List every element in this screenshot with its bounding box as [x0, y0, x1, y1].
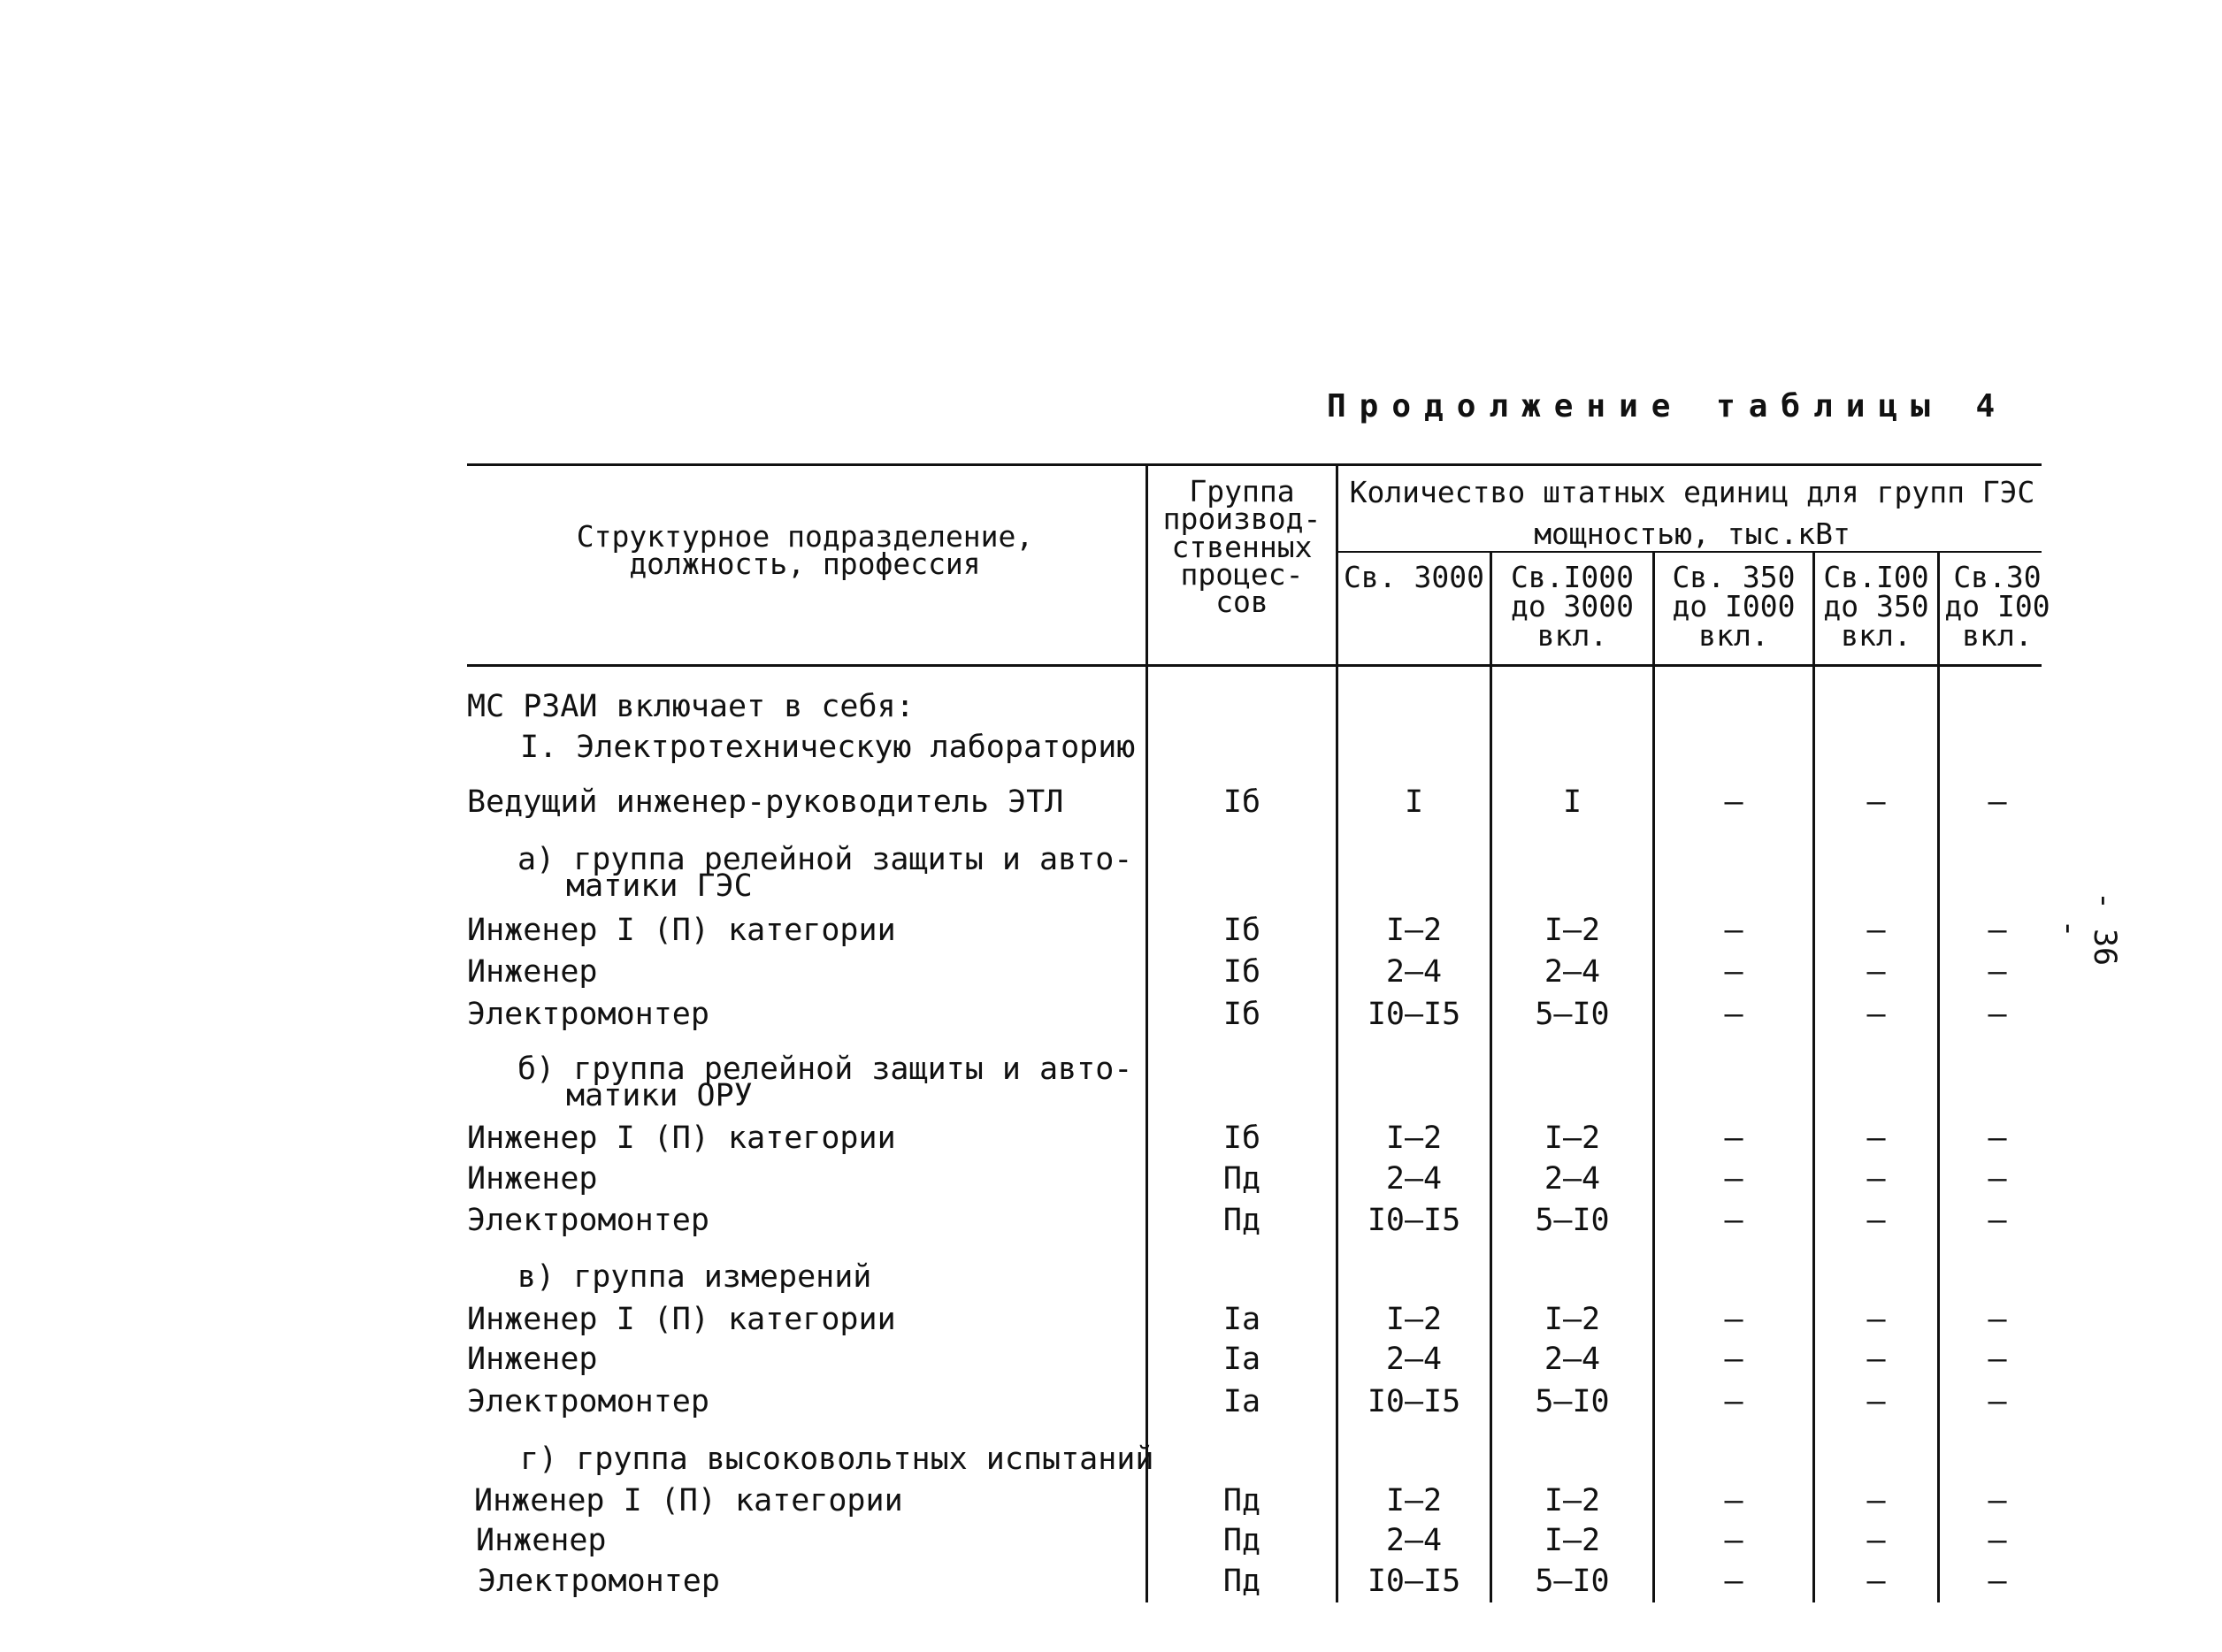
section-heading: а) группа релейной защиты и авто- матики ГЭС — [517, 842, 1133, 904]
position-label: Инженер — [467, 1161, 598, 1197]
value-cell-100-350: – — [1866, 913, 1886, 948]
value-cell-100-350: – — [1866, 1120, 1886, 1156]
group-cell: Iб — [1222, 1120, 1261, 1156]
value-cell-100-350: – — [1866, 997, 1886, 1032]
value-cell-30-100: – — [1988, 1120, 2007, 1156]
group-cell: Iа — [1222, 1302, 1261, 1337]
value-cell-350-1000: – — [1724, 1564, 1743, 1599]
column-rule-3 — [1490, 553, 1492, 1602]
value-cell-100-350: – — [1866, 1203, 1886, 1238]
value-cell-100-350: – — [1866, 1523, 1886, 1558]
value-cell-1000-3000: 2–4 — [1544, 1342, 1601, 1377]
value-cell-1000-3000: I–2 — [1544, 1483, 1601, 1518]
header-sub-1: Св. 3000 — [1344, 560, 1484, 594]
value-cell-350-1000: – — [1724, 784, 1743, 820]
value-cell-100-350: – — [1866, 1161, 1886, 1197]
group-cell: Пд — [1222, 1203, 1261, 1238]
position-label: Инженер I (П) категории — [467, 1302, 896, 1337]
value-cell-350-1000: – — [1724, 1384, 1743, 1419]
value-cell-1000-3000: 2–4 — [1544, 954, 1601, 990]
value-cell-3000: I0–I5 — [1367, 997, 1461, 1032]
section-heading: б) группа релейной защиты и авто- матики ОРУ — [517, 1052, 1133, 1113]
value-cell-30-100: – — [1988, 1161, 2007, 1197]
position-label: Инженер I (П) категории — [467, 1120, 896, 1156]
value-cell-3000: I0–I5 — [1367, 1203, 1461, 1238]
position-label: Инженер — [467, 1342, 598, 1377]
section-heading: I. Электротехническую лабораторию — [520, 730, 1136, 765]
position-label: Электромонтер — [467, 1384, 709, 1419]
header-sub-5: Св.30 до I00 вкл. — [1944, 560, 2050, 653]
value-cell-30-100: – — [1988, 997, 2007, 1032]
header-sub-4: Св.I00 до 350 вкл. — [1823, 560, 1929, 653]
value-cell-100-350: – — [1866, 1342, 1886, 1377]
value-cell-30-100: – — [1988, 1564, 2007, 1599]
section-heading: в) группа измерений — [517, 1259, 872, 1295]
value-cell-3000: 2–4 — [1385, 954, 1443, 990]
value-cell-100-350: – — [1866, 1483, 1886, 1518]
value-cell-100-350: – — [1866, 784, 1886, 820]
value-cell-1000-3000: I–2 — [1544, 913, 1601, 948]
value-cell-30-100: – — [1988, 784, 2007, 820]
value-cell-1000-3000: 5–I0 — [1535, 1384, 1610, 1419]
position-label: Инженер — [476, 1523, 607, 1558]
section-heading: МС РЗАИ включает в себя: — [467, 689, 915, 724]
value-cell-100-350: – — [1866, 954, 1886, 990]
value-cell-3000: 2–4 — [1385, 1161, 1443, 1197]
column-rule-6 — [1937, 553, 1940, 1602]
value-cell-30-100: – — [1988, 913, 2007, 948]
position-label: Электромонтер — [467, 997, 709, 1032]
value-cell-350-1000: – — [1724, 1161, 1743, 1197]
value-cell-350-1000: – — [1724, 1120, 1743, 1156]
position-label: Электромонтер — [478, 1564, 720, 1599]
group-cell: Iб — [1222, 954, 1261, 990]
group-cell: Пд — [1222, 1483, 1261, 1518]
page-number: - 36 - — [2051, 891, 2122, 967]
value-cell-30-100: – — [1988, 1342, 2007, 1377]
position-label: Ведущий инженер-руководитель ЭТЛ — [467, 784, 1064, 820]
table-top-rule — [467, 463, 2042, 466]
column-rule-1 — [1145, 463, 1148, 1602]
group-cell: Iб — [1222, 997, 1261, 1032]
value-cell-100-350: – — [1866, 1384, 1886, 1419]
value-cell-1000-3000: I–2 — [1544, 1120, 1601, 1156]
position-label: Инженер I (П) категории — [467, 913, 896, 948]
value-cell-30-100: – — [1988, 1302, 2007, 1337]
value-cell-30-100: – — [1988, 1523, 2007, 1558]
value-cell-1000-3000: 5–I0 — [1535, 997, 1610, 1032]
value-cell-3000: I–2 — [1385, 1302, 1443, 1337]
value-cell-30-100: – — [1988, 1384, 2007, 1419]
group-cell: Iа — [1222, 1342, 1261, 1377]
position-label: Инженер I (П) категории — [474, 1483, 903, 1518]
value-cell-3000: I0–I5 — [1367, 1564, 1461, 1599]
value-cell-3000: 2–4 — [1385, 1523, 1443, 1558]
value-cell-3000: I–2 — [1385, 1483, 1443, 1518]
value-cell-100-350: – — [1866, 1564, 1886, 1599]
group-cell: Пд — [1222, 1564, 1261, 1599]
value-cell-350-1000: – — [1724, 1483, 1743, 1518]
value-cell-3000: I — [1404, 784, 1424, 820]
group-cell: Iб — [1222, 913, 1261, 948]
value-cell-350-1000: – — [1724, 1342, 1743, 1377]
table-title: Продолжение таблицы 4 — [1327, 388, 2009, 424]
header-sub-3: Св. 350 до I000 вкл. — [1672, 560, 1796, 653]
value-cell-350-1000: – — [1724, 997, 1743, 1032]
group-cell: Пд — [1222, 1523, 1261, 1558]
value-cell-3000: I0–I5 — [1367, 1384, 1461, 1419]
header-col-group: Группа производ- ственных процес- сов — [1162, 474, 1322, 620]
column-rule-4 — [1652, 553, 1655, 1602]
value-cell-100-350: – — [1866, 1302, 1886, 1337]
header-bottom-rule — [467, 664, 2042, 667]
group-cell: Пд — [1222, 1161, 1261, 1197]
column-rule-5 — [1812, 553, 1815, 1602]
position-label: Инженер — [467, 954, 598, 990]
span-header-rule — [1336, 551, 2042, 553]
value-cell-350-1000: – — [1724, 1203, 1743, 1238]
value-cell-3000: I–2 — [1385, 1120, 1443, 1156]
value-cell-350-1000: – — [1724, 954, 1743, 990]
value-cell-350-1000: – — [1724, 913, 1743, 948]
column-rule-2 — [1336, 463, 1338, 1602]
value-cell-3000: I–2 — [1385, 913, 1443, 948]
value-cell-1000-3000: I — [1562, 784, 1582, 820]
value-cell-1000-3000: I–2 — [1544, 1523, 1601, 1558]
group-cell: Iб — [1222, 784, 1261, 820]
header-span-title: Количество штатных единиц для групп ГЭС мощностью, тыс.кВт — [1349, 475, 2035, 551]
value-cell-1000-3000: 2–4 — [1544, 1161, 1601, 1197]
value-cell-350-1000: – — [1724, 1523, 1743, 1558]
value-cell-1000-3000: I–2 — [1544, 1302, 1601, 1337]
header-col-division: Структурное подразделение, должность, профессия — [576, 519, 1034, 581]
group-cell: Iа — [1222, 1384, 1261, 1419]
value-cell-30-100: – — [1988, 1483, 2007, 1518]
value-cell-1000-3000: 5–I0 — [1535, 1564, 1610, 1599]
section-heading: г) группа высоковольтных испытаний — [520, 1442, 1154, 1477]
value-cell-1000-3000: 5–I0 — [1535, 1203, 1610, 1238]
value-cell-350-1000: – — [1724, 1302, 1743, 1337]
position-label: Электромонтер — [467, 1203, 709, 1238]
value-cell-3000: 2–4 — [1385, 1342, 1443, 1377]
value-cell-30-100: – — [1988, 954, 2007, 990]
header-sub-2: Св.I000 до 3000 вкл. — [1510, 560, 1635, 653]
value-cell-30-100: – — [1988, 1203, 2007, 1238]
